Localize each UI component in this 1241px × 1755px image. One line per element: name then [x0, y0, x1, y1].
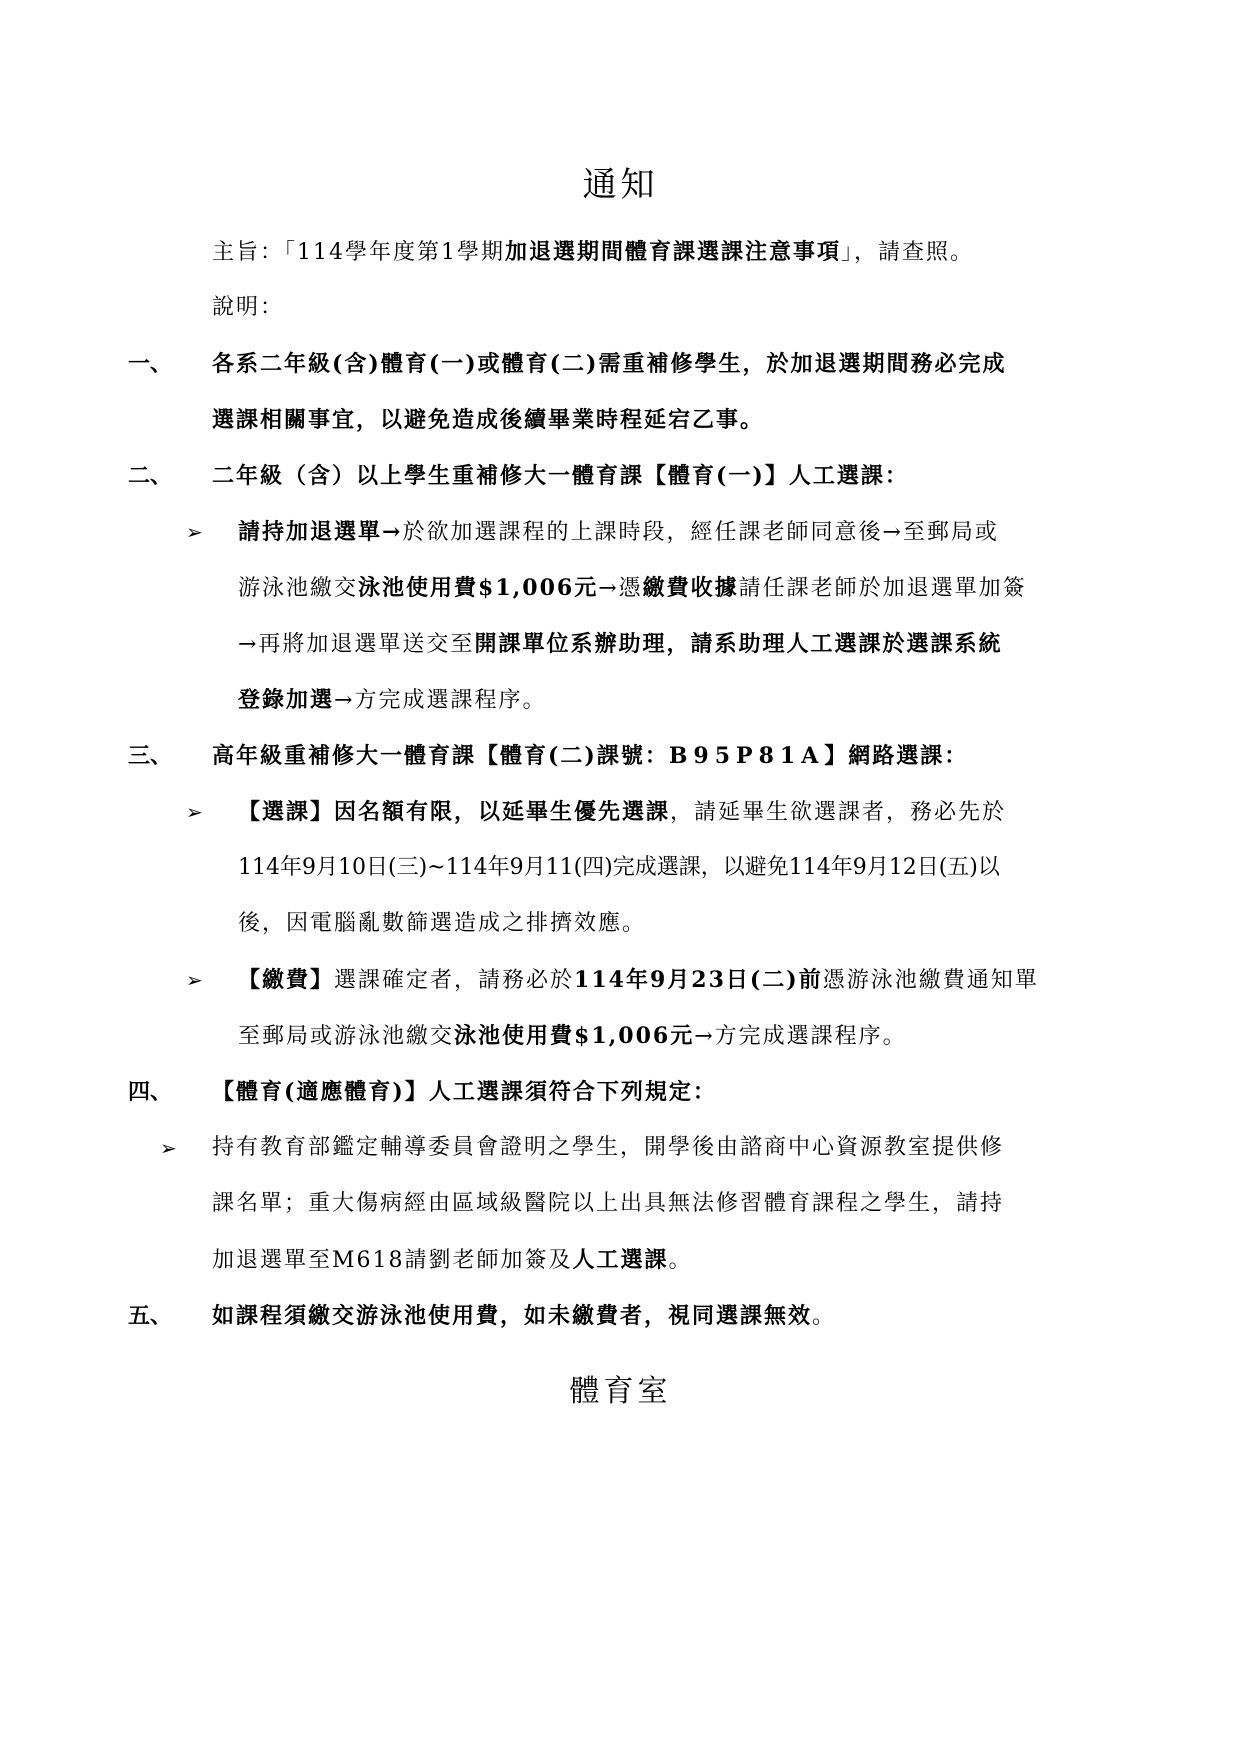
item-4-bullet-icon: ➢ [160, 1136, 177, 1160]
item-5-line [212, 1300, 836, 1333]
item-2-para-line-2 [238, 572, 1027, 605]
item-3-number: 三、 [128, 743, 173, 769]
item-4-l3-bold: 人工選課 [572, 1247, 669, 1273]
item-3-s2-deadline: 114年9月23日(二)前 [574, 967, 823, 993]
item-3-sub-1-line-2: 114年9月10日(三)~114年9月11(四)完成選課，以避免114年9月12日(五)以 [238, 855, 1000, 880]
item-3-s2l2-text: 至郵局或游泳池繳交 [238, 1024, 455, 1049]
item-1-line-2: 選課相關事宜，以避免造成後續畢業時程延宕乙事。 [212, 407, 765, 433]
item-2-l2-text-c: →憑 [598, 576, 643, 601]
item-3-s1-bold: 【選課】因名額有限，以延畢生優先選課 [238, 799, 671, 825]
item-2-para-line-1 [238, 516, 999, 549]
item-3-s2-text-d: 憑游泳池繳費通知單 [822, 968, 1039, 993]
item-3-sub-1-line-3: 後，因電腦亂數篩選造成之排擠效應。 [238, 911, 647, 936]
item-2-l2-fee: 泳池使用費$1,006元 [358, 575, 599, 601]
item-2-bullet-icon: ➢ [186, 520, 203, 544]
subject-bold: 加退選期間體育課選課注意事項 [505, 239, 842, 265]
item-3-heading [212, 740, 968, 772]
item-2-l3-bold: 開課單位系辦助理，請系助理人工選課於選課系統 [474, 631, 1003, 657]
item-5-bold: 如課程須繳交游泳池使用費，如未繳費者，視同選課無效 [212, 1303, 813, 1329]
item-2-l1-text: 於欲加選課程的上課時段，經任課老師同意後→至郵局或 [402, 520, 999, 545]
item-2-l2-text-e: 請任課老師於加退選單加簽 [738, 576, 1027, 601]
explain-label: 說明： [212, 295, 285, 320]
item-2-l3-text: →再將加退選單送交至 [238, 632, 475, 657]
item-2-para-line-3 [238, 628, 1002, 661]
item-4-l3-tail: 。 [668, 1248, 693, 1273]
item-2-heading: 二年級（含）以上學生重補修大一體育課【體育(一)】人工選課： [212, 463, 909, 489]
item-1-number: 一、 [128, 351, 173, 377]
item-4-line-3 [212, 1244, 693, 1277]
item-3-s2l2-fee: 泳池使用費$1,006元 [454, 1023, 695, 1049]
item-3-sub-2-line-2 [238, 1020, 907, 1053]
item-3-sub-2-line-1 [238, 964, 1039, 997]
item-4-heading: 【體育(適應體育)】人工選課須符合下列規定： [212, 1079, 717, 1105]
item-2-l1-bold: 請持加退選單→ [238, 519, 403, 545]
subject-suffix: 」，請查照。 [841, 240, 975, 265]
subject-line [212, 236, 974, 269]
item-3-bullet-1-icon: ➢ [186, 800, 203, 824]
item-2-l4-bold: 登錄加選 [238, 687, 335, 713]
item-2-l4-text: →方完成選課程序。 [334, 688, 547, 713]
item-3-s2l2-tail: →方完成選課程序。 [694, 1024, 907, 1049]
subject-prefix: 主旨：「114學年度第1學期 [212, 240, 505, 265]
item-2-l2-text-a: 游泳池繳交 [238, 576, 359, 601]
item-2-number: 二、 [128, 463, 173, 489]
signoff-office: 體育室 [569, 1374, 672, 1409]
item-4-l3-text: 加退選單至M618請劉老師加簽及 [212, 1248, 573, 1273]
item-4-number: 四、 [128, 1079, 173, 1105]
item-2-l2-receipt: 繳費收據 [642, 575, 739, 601]
item-3-s1-text: ，請延畢生欲選課者，務必先於 [670, 800, 1007, 825]
item-3-course-code: B95P81A [668, 743, 825, 769]
item-2-para-line-4 [238, 684, 546, 717]
item-3-heading-b: 】網路選課： [824, 743, 969, 769]
item-3-heading-a: 高年級重補修大一體育課【體育(二)課號： [212, 743, 669, 769]
item-3-s2-label: 【繳費】 [238, 967, 335, 993]
item-4-line-2: 課名單；重大傷病經由區域級醫院以上出具無法修習體育課程之學生，請持 [212, 1191, 1005, 1216]
item-1-line-1: 各系二年級(含)體育(一)或體育(二)需重補修學生，於加退選期間務必完成 [212, 351, 1007, 377]
item-3-sub-1-line-1 [238, 796, 1006, 829]
item-3-s2-text: 選課確定者，請務必於 [334, 968, 575, 993]
item-5-number: 五、 [128, 1303, 173, 1329]
item-4-line-1: 持有教育部鑑定輔導委員會證明之學生，開學後由諮商中心資源教室提供修 [212, 1135, 1005, 1160]
item-3-bullet-2-icon: ➢ [186, 968, 203, 992]
page-title: 通知 [582, 165, 659, 205]
item-5-tail: 。 [812, 1304, 837, 1329]
